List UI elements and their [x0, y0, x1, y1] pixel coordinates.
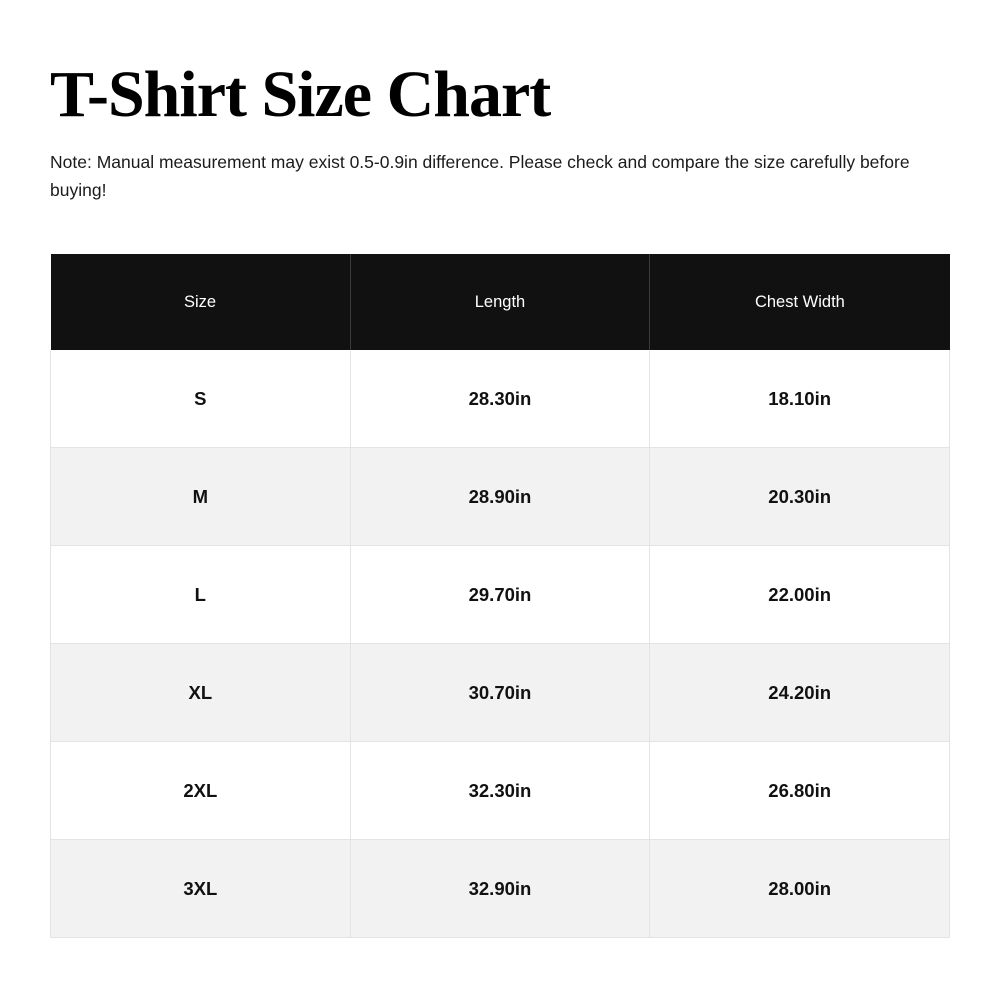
- table-header-row: [51, 254, 950, 350]
- cell-chest-width: 26.80in: [650, 742, 950, 840]
- cell-length: 32.30in: [350, 742, 650, 840]
- table-row: [51, 742, 950, 840]
- cell-length: 32.90in: [350, 840, 650, 938]
- cell-size: M: [51, 448, 351, 546]
- cell-size: 3XL: [51, 840, 351, 938]
- column-header-chest-width: Chest Width: [650, 254, 950, 350]
- size-table-head: [51, 254, 950, 350]
- cell-chest-width: 22.00in: [650, 546, 950, 644]
- table-row: [51, 546, 950, 644]
- cell-size: L: [51, 546, 351, 644]
- cell-chest-width: 20.30in: [650, 448, 950, 546]
- cell-size: S: [51, 350, 351, 448]
- cell-size: XL: [51, 644, 351, 742]
- page-title: T-Shirt Size Chart: [50, 58, 551, 131]
- measurement-note: Note: Manual measurement may exist 0.5-0.9in difference. Please check and compare the size carefully before buying!: [50, 152, 910, 200]
- cell-length: 30.70in: [350, 644, 650, 742]
- cell-size: 2XL: [51, 742, 351, 840]
- table-row: [51, 448, 950, 546]
- size-table-body: [51, 350, 950, 938]
- cell-chest-width: 18.10in: [650, 350, 950, 448]
- size-table-container: [50, 254, 950, 938]
- table-row: [51, 644, 950, 742]
- column-header-length: Length: [350, 254, 650, 350]
- cell-length: 28.90in: [350, 448, 650, 546]
- cell-length: 28.30in: [350, 350, 650, 448]
- cell-chest-width: 28.00in: [650, 840, 950, 938]
- cell-chest-width: 24.20in: [650, 644, 950, 742]
- size-table: [50, 254, 950, 938]
- column-header-size: Size: [51, 254, 351, 350]
- table-row: [51, 840, 950, 938]
- table-row: [51, 350, 950, 448]
- cell-length: 29.70in: [350, 546, 650, 644]
